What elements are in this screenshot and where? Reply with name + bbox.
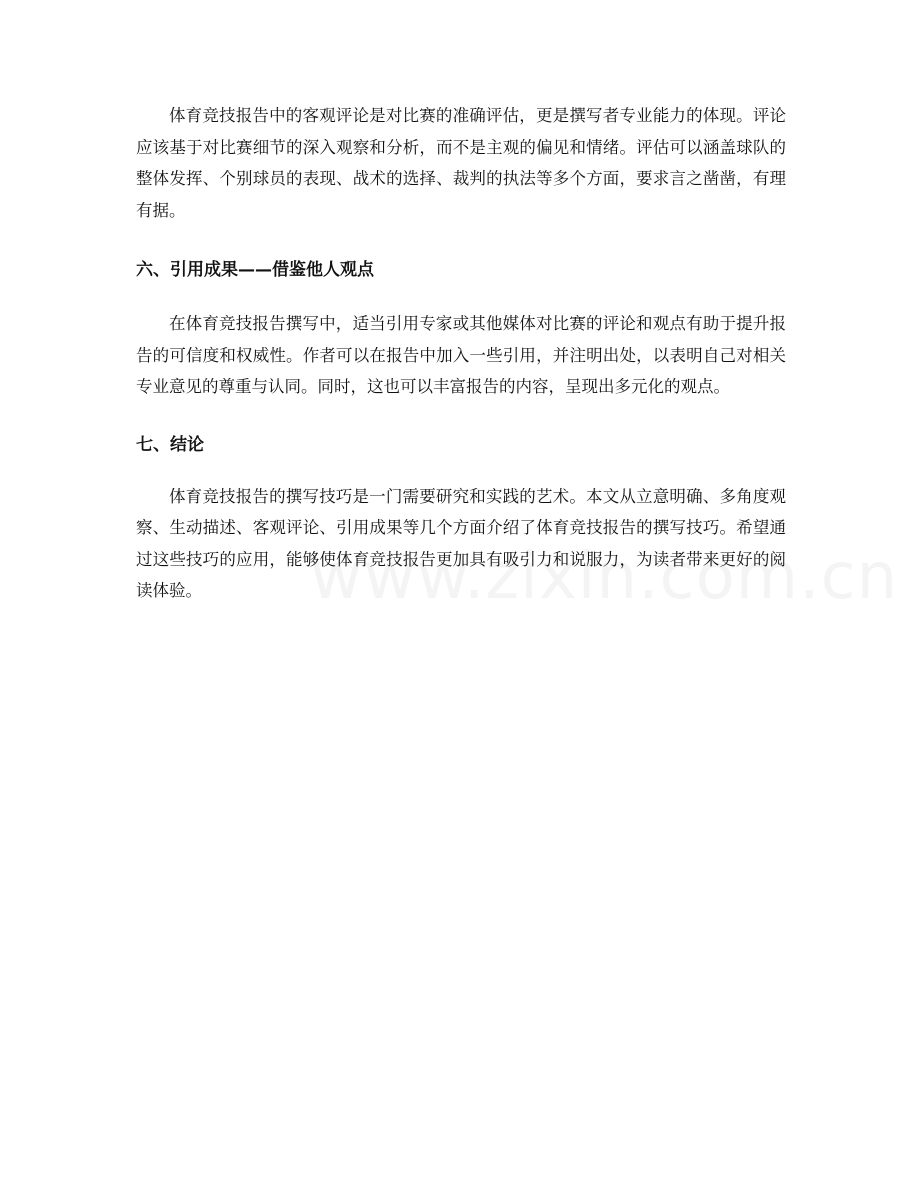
paragraph-citing-results: 在体育竞技报告撰写中，适当引用专家或其他媒体对比赛的评论和观点有助于提升报告的可信度和权威性。作者可以在报告中加入一些引用，并注明出处，以表明自己对相关专业意见的尊重与认同。同时，这也可以丰富报告的内容，呈现出多元化的观点。 [136,314,786,396]
section-heading-6: 六、引用成果——借鉴他人观点 [136,260,374,280]
section-heading-7: 七、结论 [136,434,204,455]
paragraph-objective-commentary: 体育竞技报告中的客观评论是对比赛的准确评估，更是撰写者专业能力的体现。评论应该基于对比赛细节的深入观察和分析，而不是主观的偏见和情绪。评估可以涵盖球队的整体发挥、个别球员的表现、战术的选择、裁判的执法等多个方面，要求言之凿凿，有理有据。 [136,106,786,220]
document-page [136,100,786,607]
paragraph-conclusion: 体育竞技报告的撰写技巧是一门需要研究和实践的艺术。本文从立意明确、多角度观察、生动描述、客观评论、引用成果等几个方面介绍了体育竞技报告的撰写技巧。希望通过这些技巧的应用，能够使体育竞技报告更加具有吸引力和说服力，为读者带来更好的阅读体验。 [136,486,786,600]
